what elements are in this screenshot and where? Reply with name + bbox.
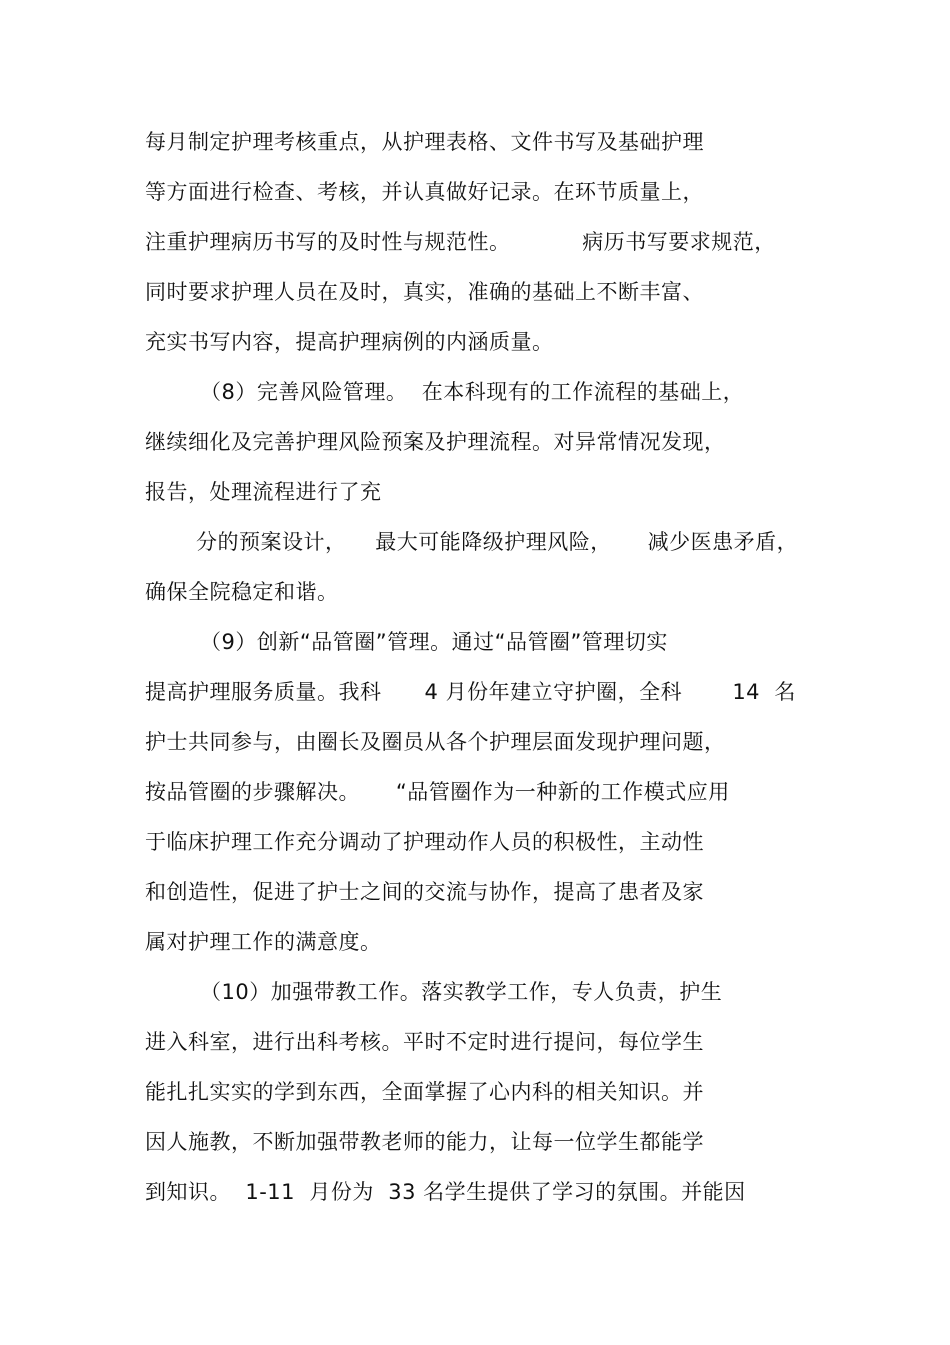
- text-line: 因人施教，不断加强带教老师的能力，让每一位学生都能学: [145, 1130, 704, 1154]
- text-line: 等方面进行检查、考核，并认真做好记录。在环节质量上，: [145, 180, 704, 204]
- paragraph-heading-9: （9）创新“品管圈”管理。通过“品管圈”管理切实: [200, 630, 668, 654]
- text-line: 分的预案设计， 最大可能降级护理风险， 减少医患矛盾，: [196, 530, 799, 554]
- text-line: 提高护理服务质量。我科 4 月份年建立守护圈，全科 14 名: [145, 680, 796, 704]
- text-line: 继续细化及完善护理风险预案及护理流程。对异常情况发现，: [145, 430, 726, 454]
- text-line: 属对护理工作的满意度。: [145, 930, 382, 954]
- text-line: 每月制定护理考核重点，从护理表格、文件书写及基础护理: [145, 130, 704, 154]
- text-line: 和创造性，促进了护士之间的交流与协作，提高了患者及家: [145, 880, 704, 904]
- text-line: 充实书写内容，提高护理病例的内涵质量。: [145, 330, 554, 354]
- text-line: 进入科室，进行出科考核。平时不定时进行提问，每位学生: [145, 1030, 704, 1054]
- text-line: 护士共同参与，由圈长及圈员从各个护理层面发现护理问题，: [145, 730, 726, 754]
- text-line: 注重护理病历书写的及时性与规范性。 病历书写要求规范，: [145, 230, 776, 254]
- text-line: 到知识。 1-11 月份为 33 名学生提供了学习的氛围。并能因: [145, 1180, 746, 1204]
- paragraph-heading-10: （10）加强带教工作。落实教学工作，专人负责，护生: [200, 980, 723, 1004]
- text-line: 能扎扎实实的学到东西，全面掌握了心内科的相关知识。并: [145, 1080, 704, 1104]
- text-line: 同时要求护理人员在及时，真实，准确的基础上不断丰富、: [145, 280, 704, 304]
- text-line: 按品管圈的步骤解决。 “品管圈作为一种新的工作模式应用: [145, 780, 730, 804]
- text-line: 报告，处理流程进行了充: [145, 480, 382, 504]
- paragraph-heading-8: （8）完善风险管理。 在本科现有的工作流程的基础上，: [200, 380, 745, 404]
- text-line: 确保全院稳定和谐。: [145, 580, 339, 604]
- text-line: 于临床护理工作充分调动了护理动作人员的积极性，主动性: [145, 830, 704, 854]
